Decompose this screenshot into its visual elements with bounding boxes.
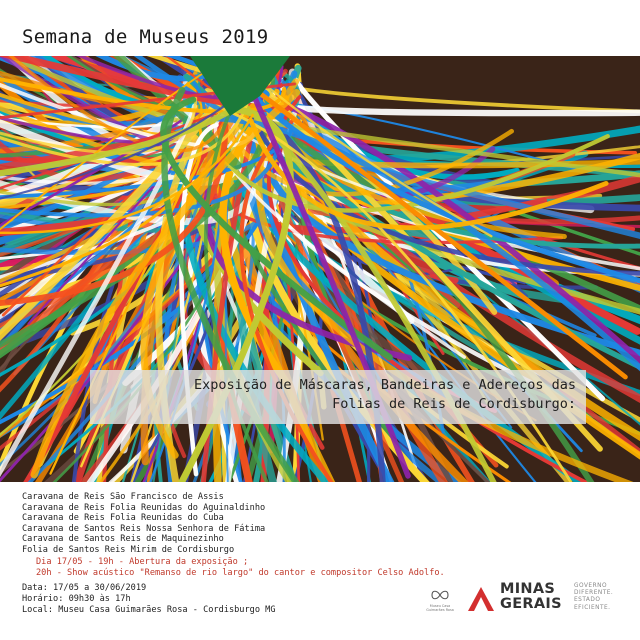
exhibition-caption bbox=[90, 370, 586, 424]
page-title: Semana de Museus 2019 bbox=[22, 26, 269, 48]
list-item: Caravana de Santos Reis Nossa Senhora de Fátima bbox=[22, 523, 266, 534]
caption-line-1: Exposição de Máscaras, Bandeiras e Adereços das bbox=[193, 377, 576, 393]
folia-groups-list bbox=[22, 492, 265, 556]
state-name bbox=[500, 582, 562, 612]
event-date: Data: 17/05 a 30/06/2019 bbox=[22, 583, 147, 593]
gov-slogan bbox=[574, 583, 613, 612]
list-item: Caravana de Reis São Francisco de Assis bbox=[22, 492, 224, 502]
event-details bbox=[22, 583, 276, 617]
list-item: Folia de Santos Reis Mirim de Cordisburgo bbox=[22, 544, 235, 555]
infinity-icon bbox=[430, 588, 450, 602]
slogan-line-1: GOVERNO bbox=[574, 583, 608, 589]
event-place: Local: Museu Casa Guimarães Rosa - Cordisburgo MG bbox=[22, 605, 276, 616]
event-hours: Horário: 09h30 às 17h bbox=[22, 594, 131, 605]
program-line-1: Dia 17/05 - 19h - Abertura da exposição ; bbox=[36, 557, 249, 567]
slogan-line-2: DIFERENTE. bbox=[574, 590, 614, 597]
slogan-line-4: EFICIENTE. bbox=[574, 604, 611, 611]
state-name-line-1: MINAS bbox=[500, 581, 556, 597]
state-name-line-2: GERAIS bbox=[500, 596, 562, 612]
program-schedule bbox=[36, 557, 445, 578]
list-item: Caravana de Santos Reis de Maquinezinho bbox=[22, 534, 224, 545]
museum-logo-name: Museu Casa Guimarães Rosa bbox=[426, 604, 454, 612]
museum-logo bbox=[422, 588, 458, 614]
triangle-logo-icon bbox=[467, 586, 495, 612]
list-item: Caravana de Reis Folia Reunidas do Aguinaldinho bbox=[22, 502, 266, 513]
list-item: Caravana de Reis Folia Reunidas do Cuba bbox=[22, 513, 224, 524]
slogan-line-3: ESTADO bbox=[574, 597, 601, 604]
caption-line-2: Folias de Reis de Cordisburgo: bbox=[332, 396, 576, 412]
program-line-2: 20h - Show acústico "Remanso de rio largo" do cantor e compositor Celso Adolfo. bbox=[36, 567, 445, 578]
